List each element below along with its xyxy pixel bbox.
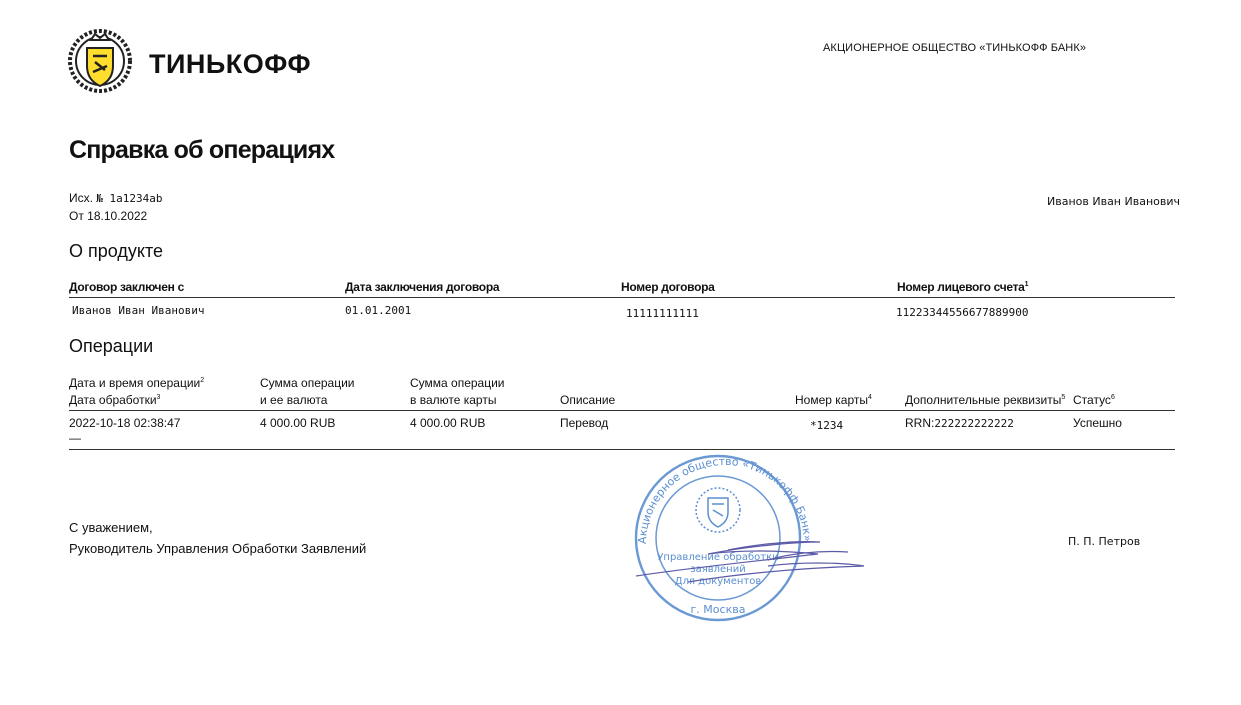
header-account-number: Номер лицевого счета$^1$ bbox=[897, 280, 1029, 294]
row-processing-date: — bbox=[69, 431, 81, 445]
row-card-amount: 4 000.00 RUB bbox=[410, 416, 486, 430]
operations-header-divider bbox=[69, 410, 1175, 411]
row-details: RRN:222222222222 bbox=[905, 416, 1014, 430]
row-amount: 4 000.00 RUB bbox=[260, 416, 336, 430]
header-contract-date: Дата заключения договора bbox=[345, 280, 500, 294]
logo-wordmark: ТИНЬКОФФ bbox=[149, 49, 312, 79]
value-contract-number: 11111111111 bbox=[626, 307, 699, 320]
value-contract-date: 01.01.2001 bbox=[345, 304, 412, 317]
stamp-city: г. Москва bbox=[690, 603, 746, 616]
header-amount: Сумма операции и ее валюта bbox=[260, 376, 355, 407]
stamp-line1: Управление обработки bbox=[657, 552, 779, 563]
tinkoff-emblem-icon bbox=[70, 31, 130, 91]
signer-position: Руководитель Управления Обработки Заявлений bbox=[69, 541, 367, 556]
signer-name: П. П. Петров bbox=[1068, 535, 1141, 548]
header-card-amount: Сумма операции в валюте карты bbox=[410, 376, 505, 407]
operations-bottom-divider bbox=[69, 449, 1175, 450]
header-description: Описание bbox=[560, 393, 616, 407]
header-contract-with: Договор заключен с bbox=[69, 280, 184, 294]
recipient-name: Иванов Иван Иванович bbox=[1047, 195, 1180, 208]
header-status: Статус$^6$ bbox=[1073, 393, 1115, 407]
bank-stamp bbox=[628, 450, 868, 630]
stamp-line3: Для документов bbox=[674, 576, 762, 587]
row-datetime: 2022-10-18 02:38:47 bbox=[69, 416, 181, 430]
header-card-number: Номер карты$^4$ bbox=[795, 393, 872, 407]
product-header-divider bbox=[69, 297, 1175, 298]
reference-number: № 1a1234ab bbox=[96, 192, 163, 205]
value-account-number: 11223344556677889900 bbox=[896, 306, 1029, 319]
row-card-number: *1234 bbox=[810, 419, 844, 432]
bank-name: АКЦИОНЕРНОЕ ОБЩЕСТВО «ТИНЬКОФФ БАНК» bbox=[823, 42, 1087, 54]
document-date: От 18.10.2022 bbox=[69, 209, 148, 223]
reference-prefix: Исх. bbox=[69, 191, 93, 205]
header-contract-number: Номер договора bbox=[621, 280, 715, 294]
document-title: Справка об операциях bbox=[69, 136, 335, 164]
header-details: Дополнительные реквизиты$^5$ bbox=[905, 393, 1066, 407]
row-description: Перевод bbox=[560, 416, 609, 430]
product-section-title: О продукте bbox=[69, 241, 164, 261]
stamp-line2: заявлений bbox=[690, 564, 746, 575]
row-status: Успешно bbox=[1073, 416, 1122, 430]
operations-section-title: Операции bbox=[69, 336, 154, 356]
svg-text:Акционерное общество «Тинькофф bbox=[636, 455, 814, 544]
stamp-emblem-icon bbox=[696, 488, 740, 532]
value-contract-with: Иванов Иван Иванович bbox=[72, 304, 205, 317]
reference-line bbox=[69, 191, 163, 205]
header-datetime: Дата и время операции$^2$ Дата обработки$^3$ bbox=[69, 376, 205, 407]
closing-regards: С уважением, bbox=[69, 520, 153, 535]
stamp-ring-text: Акционерное общество «Тинькофф Банк» bbox=[635, 454, 815, 545]
tinkoff-logo bbox=[63, 26, 353, 96]
